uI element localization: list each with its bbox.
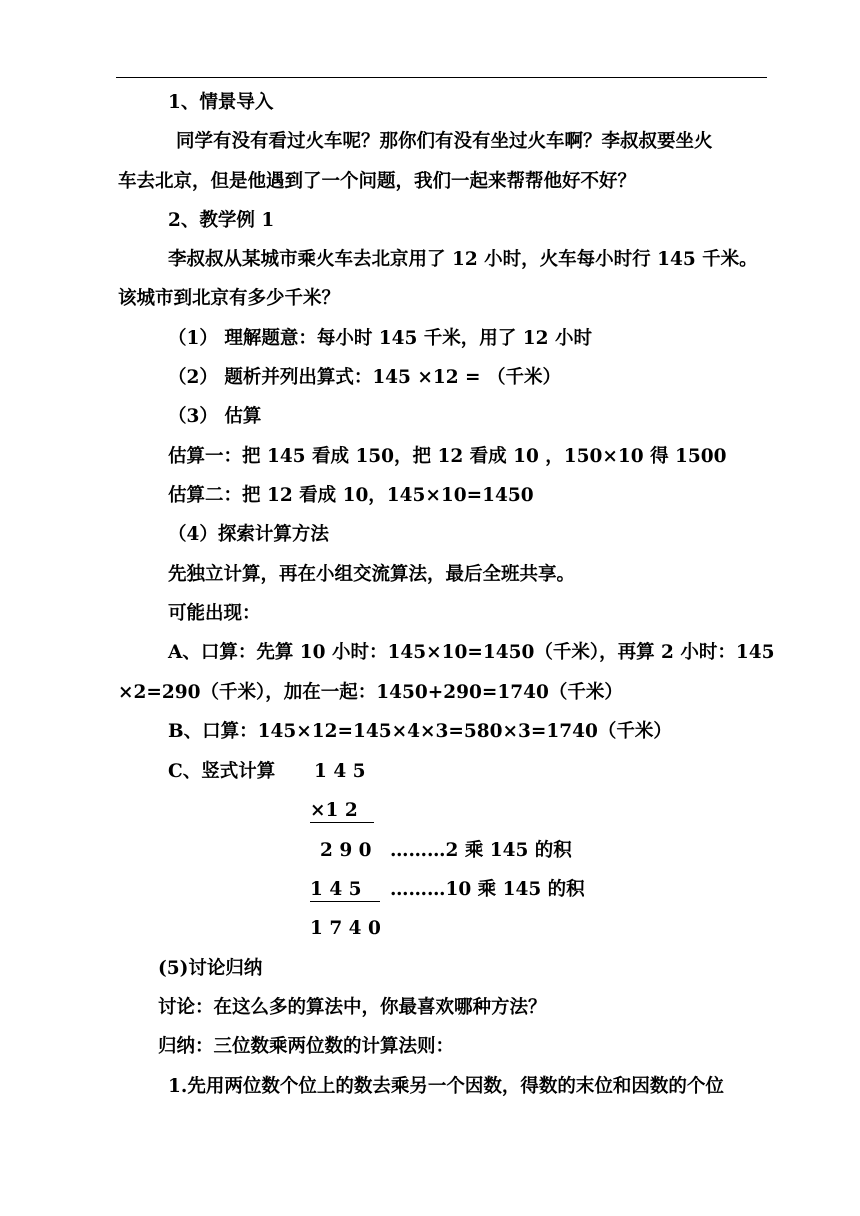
step-estimate: （3） 估算 (168, 406, 262, 427)
intro-paragraph-line-2: 车去北京，但是他遇到了一个问题，我们一起来帮帮他好不好？ (118, 171, 637, 192)
problem-line-1: 李叔叔从某城市乘火车去北京用了 12 小时，火车每小时行 145 千米。 (168, 249, 758, 270)
vertical-result: 1 7 4 0 (310, 918, 381, 939)
explore-text: 先独立计算，再在小组交流算法，最后全班共享。 (168, 564, 576, 585)
vertical-partial-product-1: 2 9 0 (320, 840, 372, 861)
method-a-line-2: ×2=290（千米），加在一起：1450+290=1740（千米） (118, 682, 623, 703)
vertical-multiplier (310, 799, 374, 823)
partial-product-1-note: ………2 乘 145 的积 (390, 840, 572, 861)
problem-line-2: 该城市到北京有多少千米？ (118, 288, 341, 309)
partial-product-2-text: 1 4 5 (310, 879, 380, 902)
step-explore: （4）探索计算方法 (168, 524, 329, 545)
estimate-two: 估算二：把 12 看成 10，145×10=1450 (168, 485, 534, 506)
section-heading-intro: 1、情景导入 (168, 92, 274, 113)
header-rule (116, 77, 767, 78)
method-a-line-1: A、口算：先算 10 小时：145×10=1450（千米），再算 2 小时：145 (168, 642, 775, 663)
vertical-multiplicand: 1 4 5 (314, 761, 366, 782)
estimate-one: 估算一：把 145 看成 150，把 12 看成 10 ，150×10 得 1500 (168, 446, 727, 467)
intro-paragraph-line-1: 同学有没有看过火车呢？那你们有没有坐过火车啊？李叔叔要坐火 (176, 131, 713, 152)
summary-label: 归纳：三位数乘两位数的计算法则： (158, 1036, 455, 1057)
rule-one: 1.先用两位数个位上的数去乘另一个因数，得数的末位和因数的个位 (168, 1076, 724, 1097)
vertical-multiplier-text: ×1 2 (310, 800, 374, 823)
step-understand: （1） 理解题意：每小时 145 千米，用了 12 小时 (168, 328, 592, 349)
method-b: B、口算：145×12=145×4×3=580×3=1740（千米） (168, 721, 672, 742)
possible-label: 可能出现： (168, 603, 261, 624)
vertical-partial-product-2 (310, 878, 380, 902)
discuss-question: 讨论：在这么多的算法中，你最喜欢哪种方法？ (158, 997, 547, 1018)
step-equation: （2） 题析并列出算式：145 ×12 = （千米） (168, 367, 561, 388)
partial-product-2-note: ………10 乘 145 的积 (390, 879, 585, 900)
method-c-label: C、竖式计算 (168, 761, 276, 782)
step-discuss: (5)讨论归纳 (158, 958, 263, 979)
section-heading-example: 2、教学例 1 (168, 210, 275, 231)
